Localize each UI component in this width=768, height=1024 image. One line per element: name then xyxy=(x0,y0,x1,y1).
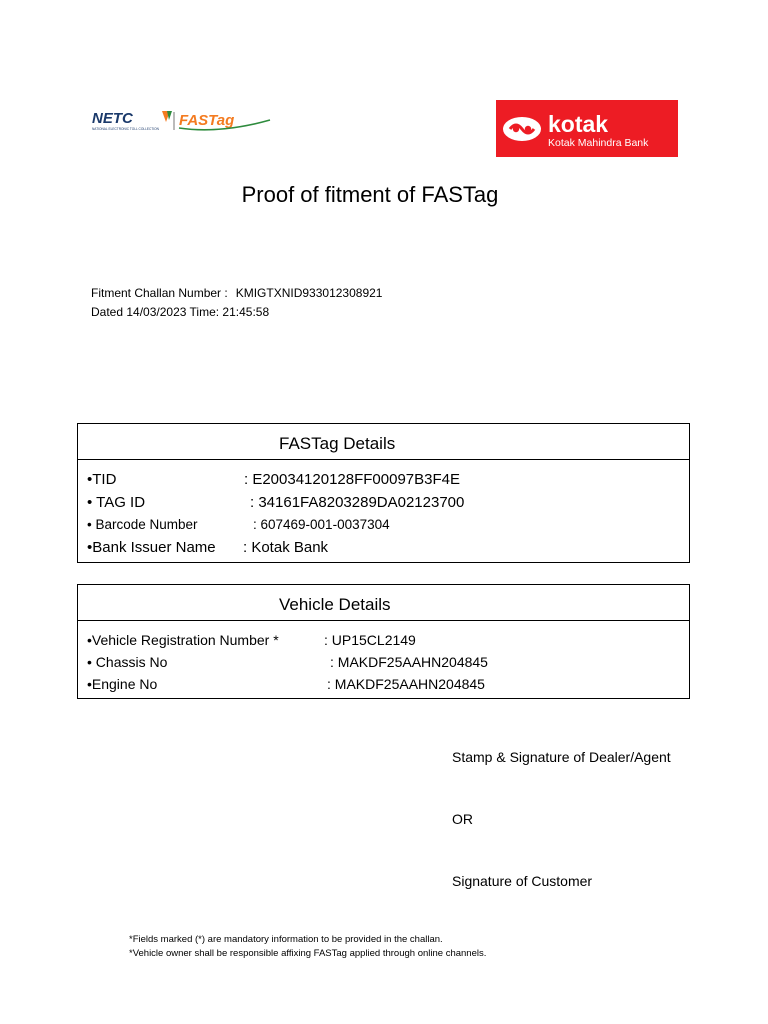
netc-subtext: NATIONAL ELECTRONIC TOLL COLLECTION xyxy=(92,127,159,131)
vehicle-details-heading: Vehicle Details xyxy=(279,595,391,614)
vehicle-details-box xyxy=(77,584,690,699)
detail-label: •Bank Issuer Name xyxy=(87,539,216,556)
detail-value: : UP15CL2149 xyxy=(324,632,416,648)
netc-fastag-logo-icon xyxy=(90,108,272,134)
detail-value: : E20034120128FF00097B3F4E xyxy=(244,471,460,488)
vehicle-details-header xyxy=(78,585,689,621)
detail-label: • Barcode Number xyxy=(87,517,198,532)
fastag-details-box xyxy=(77,423,690,563)
dated-line: Dated 14/03/2023 Time: 21:45:58 xyxy=(91,305,270,319)
kotak-tagline: Kotak Mahindra Bank xyxy=(548,137,649,149)
fastag-details-heading: FASTag Details xyxy=(279,434,396,453)
detail-value: : Kotak Bank xyxy=(243,539,329,556)
detail-label: • TAG ID xyxy=(87,494,146,511)
detail-value: : MAKDF25AAHN204845 xyxy=(330,654,488,670)
detail-value: : MAKDF25AAHN204845 xyxy=(327,676,485,692)
detail-value: : 607469-001-0037304 xyxy=(253,517,390,532)
dealer-signature-label: Stamp & Signature of Dealer/Agent xyxy=(452,749,671,765)
footnote-mandatory-fields: *Fields marked (*) are mandatory information to be provided in the challan. xyxy=(129,934,443,945)
or-label: OR xyxy=(452,811,473,827)
challan-number: KMIGTXNID933012308921 xyxy=(235,286,383,300)
kotak-wordmark: kotak xyxy=(548,111,609,137)
detail-label: •Vehicle Registration Number * xyxy=(87,632,279,648)
netc-fastag-logo xyxy=(90,108,272,134)
kotak-logo-icon xyxy=(496,100,678,157)
detail-label: •TID xyxy=(87,471,117,488)
detail-label: • Chassis No xyxy=(87,654,168,670)
fastag-details-header xyxy=(78,424,689,460)
footnote-owner-responsibility: *Vehicle owner shall be responsible affixing FASTag applied through online channels. xyxy=(129,948,487,959)
document-title: Proof of fitment of FASTag xyxy=(241,182,499,207)
kotak-logo xyxy=(496,100,678,157)
netc-wordmark: NETC xyxy=(92,110,133,127)
customer-signature-label: Signature of Customer xyxy=(452,873,593,889)
challan-line xyxy=(91,286,382,300)
challan-label: Fitment Challan Number : xyxy=(91,286,228,300)
detail-label: •Engine No xyxy=(87,676,158,692)
detail-value: : 34161FA8203289DA02123700 xyxy=(250,494,465,511)
fastag-wordmark: FASTag xyxy=(179,112,235,129)
